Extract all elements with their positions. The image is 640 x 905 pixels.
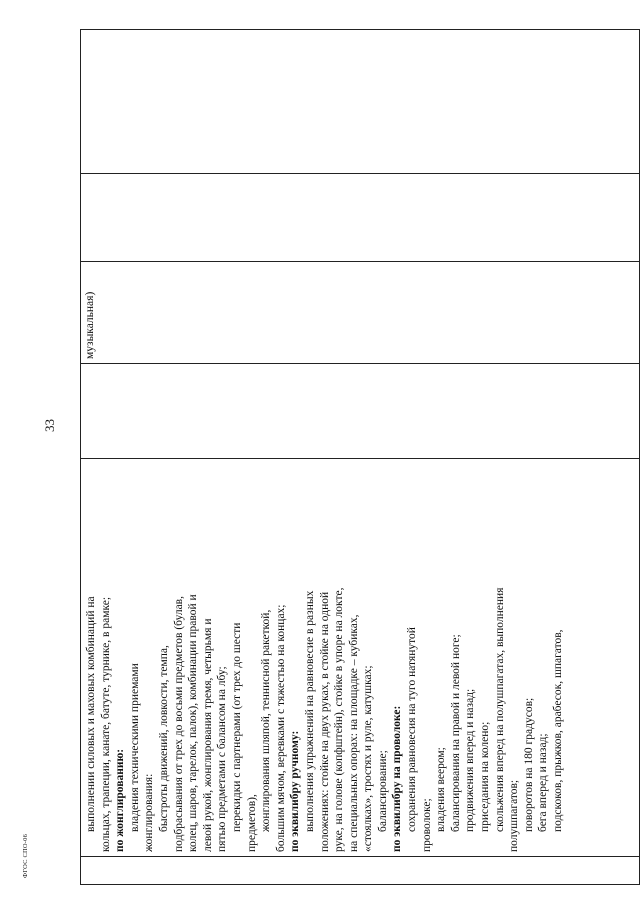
content-line: предметов), — [245, 794, 258, 852]
section-heading: по жонглированию: — [114, 748, 127, 852]
table-cell-type — [81, 262, 640, 364]
content-line: владения техническими приемами — [128, 663, 141, 832]
content-text — [81, 459, 566, 856]
table-cell-blank — [81, 174, 640, 262]
section-heading: по эквилибру на проволоке: — [391, 705, 404, 852]
content-line: проволоке; — [420, 798, 433, 852]
content-line: перекидки с партнерами (от трех до шести — [230, 622, 243, 832]
content-line: быстроты движений, ловкости, темпа, — [157, 645, 170, 832]
content-line: сохранения равновесия на туго натянутой — [406, 627, 419, 832]
content-line: балансирования на правой и левой ноге; — [449, 634, 462, 832]
content-line: продвижения вперед и назад; — [464, 688, 477, 832]
content-line: полушпагатов; — [508, 779, 521, 852]
content-line: бега вперед и назад; — [537, 733, 550, 832]
footer-text: ФГОС СПО-06 — [22, 833, 29, 878]
content-line: выполнения упражнений на равновесие в разных — [303, 590, 316, 832]
content-line: руке, на голове (копфштейн), стойке в упоре на локте, — [333, 587, 346, 852]
content-line: «стоялках», тростях и руле, катушках; — [362, 665, 375, 852]
table-cell-index — [81, 857, 640, 885]
content-line: пятью предметами с балансом на лбу; — [216, 666, 229, 852]
section-heading: по эквилибру ручному: — [289, 730, 302, 852]
content-line: кольцах, трапеции, канате, батуте, турнике, в рамке; — [99, 596, 112, 852]
content-line: подскоков, прыжков, арабесок, шпагатов, — [552, 629, 564, 832]
table-cell-content — [81, 459, 640, 857]
curriculum-table — [80, 29, 640, 885]
content-line: поворотов на 180 градусов; — [522, 697, 535, 832]
content-line: большим мячом, веревками с тяжестью на концах; — [274, 604, 287, 852]
content-line: приседания на колено; — [479, 721, 492, 832]
content-line: жонглирования шляпой, теннисной ракеткой, — [260, 609, 273, 832]
page-number: 33 — [42, 419, 57, 432]
content-line: положениях: стойке на двух руках, в стойке на одной — [318, 591, 331, 852]
table-cell-blank — [81, 364, 640, 459]
content-line: выполнении силовых и маховых комбинаций на — [85, 596, 97, 832]
content-line: колец, шаров, тарелок, палок), комбинации правой и — [187, 594, 200, 852]
table-cell-blank — [81, 30, 640, 174]
content-line: владения веером; — [435, 747, 448, 832]
content-line: жонглирования: — [143, 773, 156, 852]
content-line: балансирование; — [376, 750, 389, 832]
content-line: на специальных опорах: на площадке – кубиках, — [347, 614, 360, 852]
table-row — [81, 30, 640, 885]
content-line: скольжения вперед на полушпагатах, выполнения — [493, 587, 506, 832]
content-line: левой рукой, жонглирования тремя, четырьмя и — [201, 618, 214, 852]
rotated-page — [80, 30, 640, 885]
cell-text-music: музыкальная) — [84, 291, 96, 359]
content-line: подбрасывания от трех до восьми предметов (булав, — [172, 596, 185, 852]
